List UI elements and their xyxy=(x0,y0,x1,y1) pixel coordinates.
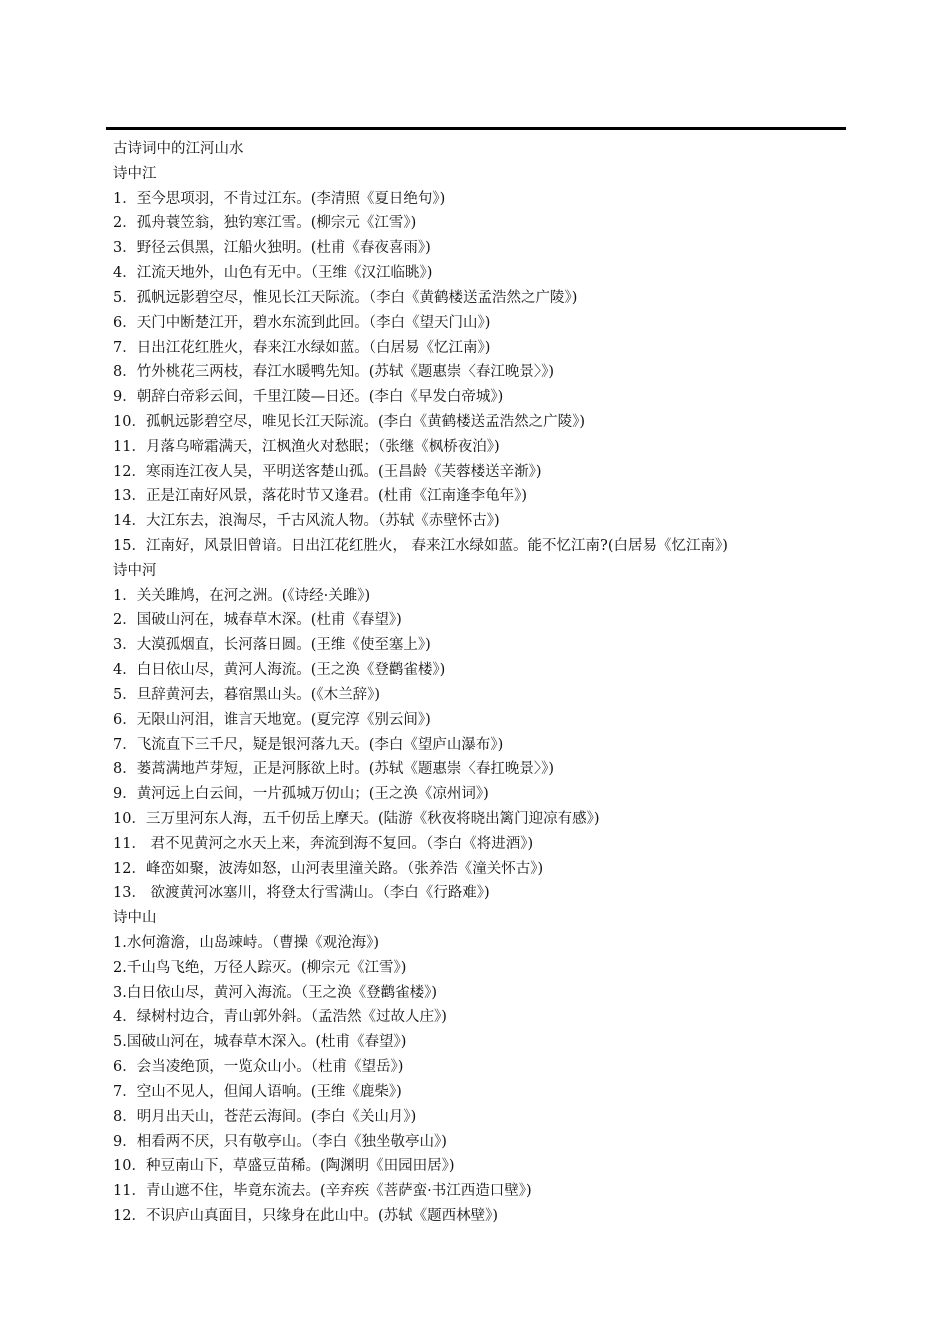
poem-line: 4．绿树村边合，青山郭外斜。（孟浩然《过故人庄》) xyxy=(113,1009,447,1026)
poem-line: 3.白日依山尽，黄河入海流。（王之涣《登鹳雀楼》) xyxy=(113,984,437,1001)
poem-line: 1．关关雎鸠，在河之洲。(《诗经·关雎》) xyxy=(113,587,371,604)
poem-line: 8．蒌蒿满地芦芽短，正是河豚欲上时。(苏轼《题惠崇〈春扛晚景〉》) xyxy=(113,761,555,778)
poem-line: 6．天门中断楚江开，碧水东流到此回。（李白《望天门山》) xyxy=(113,314,491,331)
poem-line: 10．孤帆远影碧空尽，唯见长江天际流。(李白《黄鹤楼送孟浩然之广陵》) xyxy=(113,413,586,430)
poem-line: 7．飞流直下三千尺，疑是银河落九天。(李白《望庐山瀑布》) xyxy=(113,736,504,753)
poem-line: 3．大漠孤烟直，长河落日圆。(王维《使至塞上》) xyxy=(113,637,431,654)
poem-line: 11．青山遮不住，毕竟东流去。(辛弃疾《菩萨蛮·书江西造口壁》) xyxy=(113,1183,532,1200)
poem-line: 10．种豆南山下，草盛豆苗稀。(陶渊明《田园田居》) xyxy=(113,1158,455,1175)
poem-line: 5．孤帆远影碧空尽，惟见长江天际流。（李白《黄鹤楼送孟浩然之广陵》) xyxy=(113,289,578,306)
poem-line: 5.国破山河在，城春草木深入。(杜甫《春望》) xyxy=(113,1034,407,1051)
poem-line: 3．野径云俱黑，江船火独明。(杜甫《春夜喜雨》) xyxy=(113,240,431,257)
poem-line: 8．明月出天山，苍茫云海间。(李白《关山月》) xyxy=(113,1108,417,1125)
poem-line: 6．无限山河泪，谁言天地宽。(夏完淳《别云间》) xyxy=(113,711,431,728)
document-title: 古诗词中的江河山水 xyxy=(113,141,244,157)
poem-line: 12．峰峦如聚，波涛如怒，山河表里潼关路。（张养浩《潼关怀古》) xyxy=(113,860,544,877)
document-body xyxy=(113,137,873,1229)
poem-line: 2．孤舟蓑笠翁，独钓寒江雪。(柳宗元《江雪》) xyxy=(113,215,417,232)
poem-line: 1．至今思项羽，不肯过江东。(李清照《夏日绝句》) xyxy=(113,190,446,207)
poem-line: 2.千山鸟飞绝，万径人踪灭。(柳宗元《江雪》) xyxy=(113,959,407,976)
poem-line: 9．相看两不厌，只有敬亭山。（李白《独坐敬亭山》) xyxy=(113,1133,447,1150)
top-horizontal-rule xyxy=(106,127,846,130)
poem-line: 1.水何澹澹，山岛竦峙。（曹操《观沧海》) xyxy=(113,935,379,951)
poem-line: 5．旦辞黄河去，暮宿黑山头。(《木兰辞》) xyxy=(113,686,381,703)
poem-line: 11．月落乌啼霜满天，江枫渔火对愁眠；（张继《枫桥夜泊》) xyxy=(113,438,500,455)
poem-line: 15．江南好，风景旧曾谙。日出江花红胜火， 春来江水绿如蓝。能不忆江南?(白居易《忆江南》) xyxy=(113,538,728,554)
poem-line: 6．会当凌绝顶，一览众山小。（杜甫《望岳》) xyxy=(113,1059,404,1076)
poem-line: 11． 君不见黄河之水天上来，奔流到海不复回。（李白《将进酒》) xyxy=(113,835,534,852)
poem-line: 9．黄河远上白云间，一片孤城万仞山；(王之涣《凉州词》) xyxy=(113,786,489,803)
section-heading-he: 诗中河 xyxy=(113,562,157,579)
poem-line: 4．江流天地外，山色有无中。（王维《汉江临眺》) xyxy=(113,265,433,282)
poem-line: 13．正是江南好风景，落花时节又逢君。(杜甫《江南逢李龟年》) xyxy=(113,488,528,505)
poem-line: 12．不识庐山真面目，只缘身在此山中。(苏轼《题西林壁》) xyxy=(113,1207,499,1224)
poem-line: 7．空山不见人，但闻人语响。(王维《鹿柴》) xyxy=(113,1083,402,1100)
section-heading-river: 诗中江 xyxy=(113,165,157,182)
poem-line: 4．白日依山尽，黄河人海流。(王之涣《登鹳雀楼》) xyxy=(113,662,446,679)
section-heading-mountain: 诗中山 xyxy=(113,910,157,927)
poem-line: 2．国破山河在，城春草木深。(杜甫《春望》) xyxy=(113,612,402,629)
poem-line: 9．朝辞白帝彩云间，千里江陵—日还。(李白《早发白帝城》) xyxy=(113,389,504,406)
poem-line: 10．三万里河东人海，五千仞岳上摩天。(陆游《秋夜将晓出篱门迎凉有感》) xyxy=(113,810,600,827)
poem-line: 14．大江东去，浪淘尽，千古风流人物。（苏轼《赤壁怀古》) xyxy=(113,513,500,530)
poem-line: 12．寒雨连江夜人吴，平明送客楚山孤。(王昌龄《芙蓉楼送辛渐》) xyxy=(113,463,542,480)
poem-line: 7．日出江花红胜火，春来江水绿如蓝。（白居易《忆江南》) xyxy=(113,339,491,356)
poem-line: 8．竹外桃花三两枝，春江水暖鸭先知。(苏轼《题惠崇〈春江晚景〉》) xyxy=(113,364,555,381)
poem-line: 13． 欲渡黄河冰塞川，将登太行雪满山。（李白《行路难》) xyxy=(113,885,490,902)
